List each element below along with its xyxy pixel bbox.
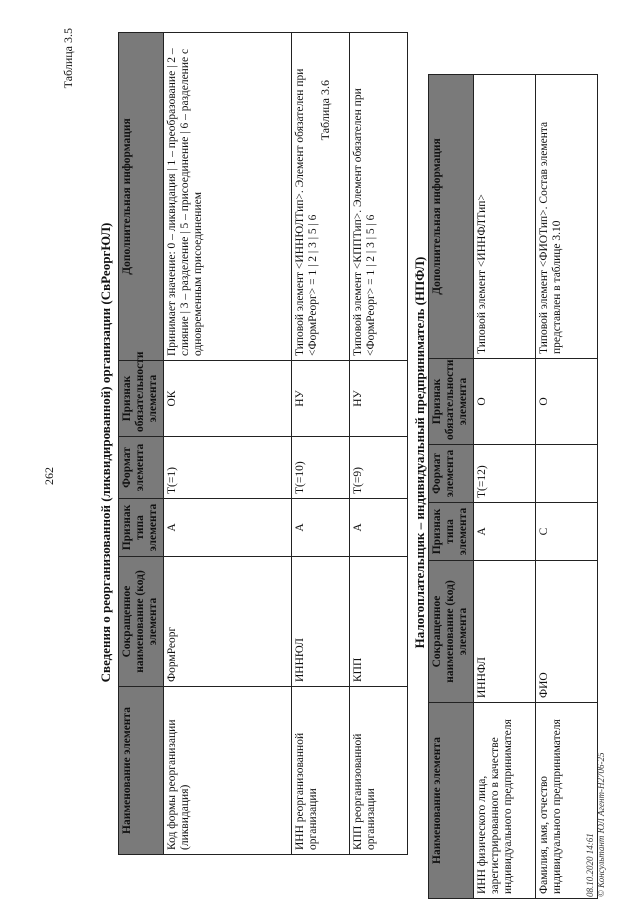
table-title-3-5: Сведения о реорганизованной (ликвидированной) организации (СвРеоргЮЛ) — [98, 222, 113, 683]
table-cell: ИНН реорганизованной организации — [291, 687, 349, 855]
table-cell: Типовой элемент <КППТип>. Элемент обязателен при <ФормРеорг> = 1 | 2 | 3 | 5 | 6 — [349, 33, 407, 361]
header-cell: Дополнительная информация — [429, 75, 474, 359]
stamp-line: 08.10.2020 14:61 — [585, 833, 595, 897]
table-cell: О — [535, 359, 597, 445]
table-row — [349, 33, 407, 855]
document-stamp — [585, 753, 607, 897]
header-cell: Формат элемента — [119, 437, 164, 499]
table-cell: А — [349, 499, 407, 557]
table-3-6 — [428, 74, 598, 899]
table-cell — [535, 445, 597, 503]
header-cell: Признак типа элемента — [429, 503, 474, 561]
header-cell: Наименование элемента — [119, 687, 164, 855]
table-cell: ИННФЛ — [473, 561, 535, 703]
header-cell: Признак типа элемента — [119, 499, 164, 557]
table-cell: Типовой элемент <ИННФЛТип> — [473, 75, 535, 359]
header-cell: Формат элемента — [429, 445, 474, 503]
table-3-5 — [118, 32, 408, 855]
table-row — [473, 75, 535, 899]
table-cell: О — [473, 359, 535, 445]
table-cell: А — [473, 503, 535, 561]
table-cell: КПП реорганизованной организации — [349, 687, 407, 855]
header-cell: Дополнительная информация — [119, 33, 164, 361]
header-cell: Сокращенное наименование (код) элемента — [429, 561, 474, 703]
table-cell: ОК — [163, 361, 291, 437]
table-cell: Принимает значение: 0 – ликвидация | 1 – преобразование | 2 – слияние | 3 – разделение | 5 – присоединение | 6 – разделение с одновременным присоединением — [163, 33, 291, 361]
table-label-3-6: Таблица 3.6 — [318, 80, 332, 141]
table-cell: С — [535, 503, 597, 561]
header-cell: Наименование элемента — [429, 703, 474, 899]
table-cell: Типовой элемент <ИННЮЛТип>. Элемент обязателен при <ФормРеорг> = 1 | 2 | 3 | 5 | 6 — [291, 33, 349, 361]
table-label-3-5: Таблица 3.5 — [61, 28, 75, 89]
table-cell: ИННЮЛ — [291, 557, 349, 687]
stamp-line: © Консультант ЮЛ Агент-Н2706-25 — [595, 752, 606, 897]
table-cell: КПП — [349, 557, 407, 687]
table-cell: Фамилия, имя, отчество индивидуального предпринимателя — [535, 703, 597, 899]
table-cell: Т(=12) — [473, 445, 535, 503]
table-header-row — [429, 75, 474, 899]
table-cell: ИНН физического лица, зарегистрированного в качестве индивидуального предпринимателя — [473, 703, 535, 899]
header-cell: Сокращенное наименование (код) элемента — [119, 557, 164, 687]
header-cell: Признак обязательности элемента — [119, 361, 164, 437]
table-cell: Т(=1) — [163, 437, 291, 499]
table-cell: ФИО — [535, 561, 597, 703]
table-cell: Т(=9) — [349, 437, 407, 499]
table-row — [291, 33, 349, 855]
header-cell: Признак обязательности элемента — [429, 359, 474, 445]
table-cell: НУ — [349, 361, 407, 437]
table-cell: А — [163, 499, 291, 557]
table-cell: Типовой элемент <ФИОТип>. Состав элемента представлен в таблице 3.10 — [535, 75, 597, 359]
table-cell: Код формы реорганизации (ликвидация) — [163, 687, 291, 855]
table-row — [163, 33, 291, 855]
table-title-3-6: Налогоплательщик – индивидуальный предприниматель (НПФЛ) — [412, 256, 427, 649]
table-cell: ФормРеорг — [163, 557, 291, 687]
table-cell: Т(=10) — [291, 437, 349, 499]
page-number: 262 — [42, 467, 56, 485]
table-cell: НУ — [291, 361, 349, 437]
table-cell: А — [291, 499, 349, 557]
table-header-row — [119, 33, 164, 855]
